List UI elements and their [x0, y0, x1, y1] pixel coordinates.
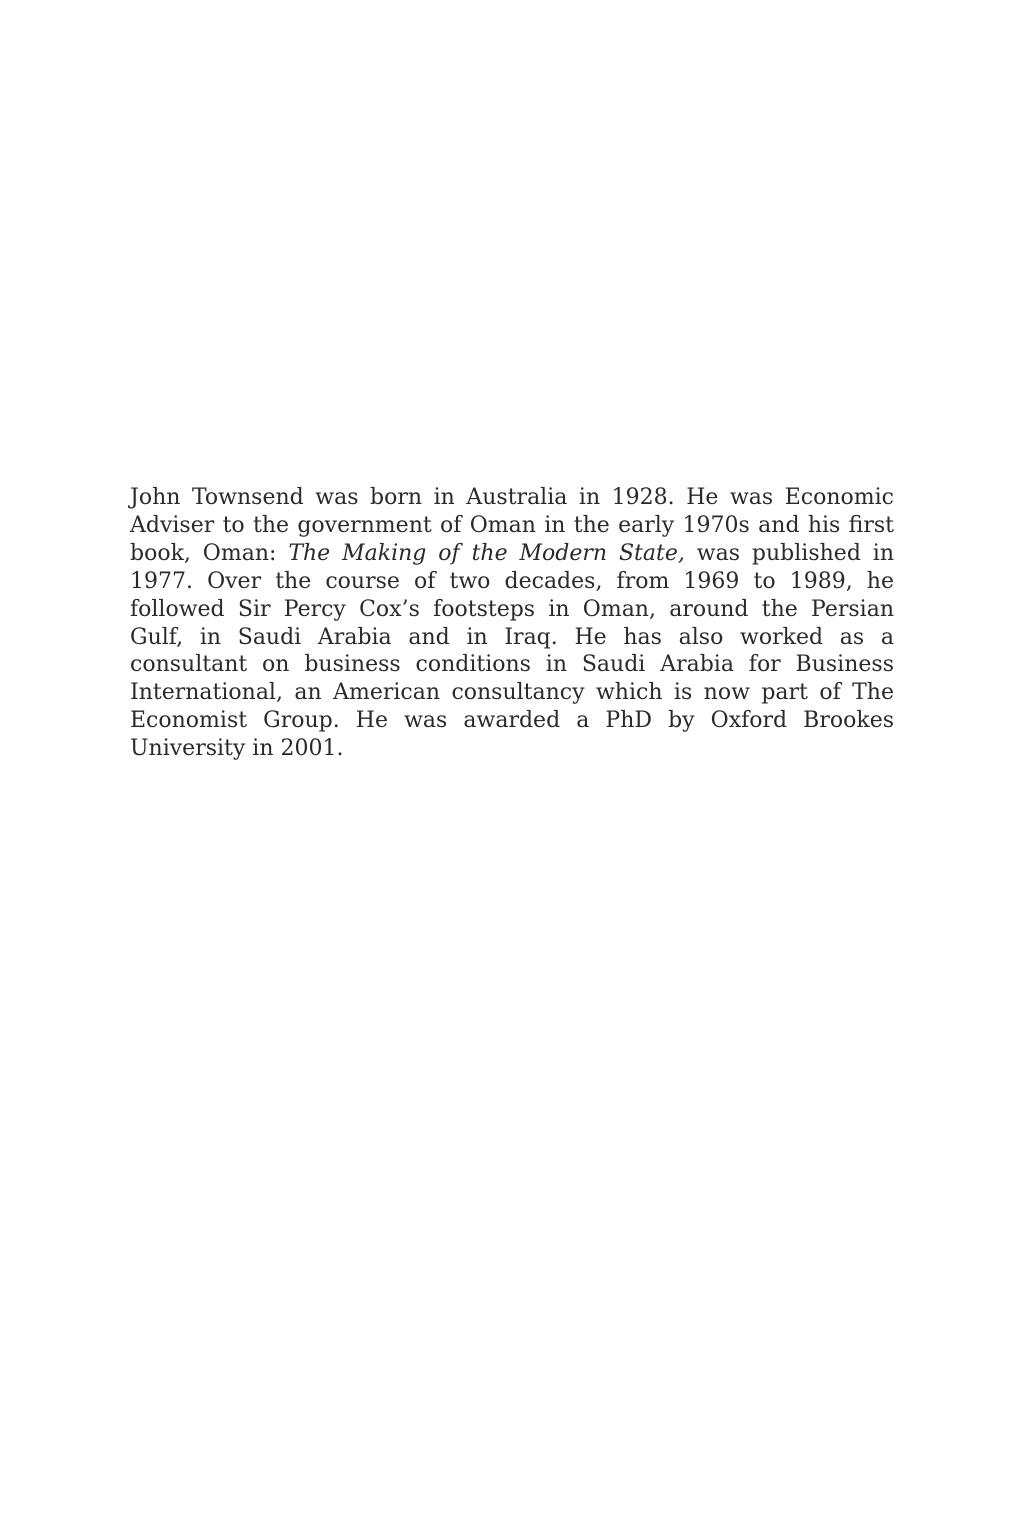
- bio-text-part-1: John Townsend was born in Australia in 1928. He was Economic Adviser to the government of Oman in the early 1970s and his first book, Oman:: [130, 485, 894, 566]
- bio-text-part-2: was published in 1977. Over the course of two decades, from 1969 to 1989, he followed Sir Percy Cox’s footsteps in Oman, around the Persian Gulf, in Saudi Arabia and in Iraq. He has also worked as a consultant on business conditions in Saudi Arabia for Business International, an American consultancy which is now part of The Economist Group. He was awarded a PhD by Oxford Brookes University in 2001.: [130, 540, 895, 762]
- book-title: The Making of the Modern State,: [288, 540, 685, 566]
- author-bio-paragraph: [130, 484, 894, 763]
